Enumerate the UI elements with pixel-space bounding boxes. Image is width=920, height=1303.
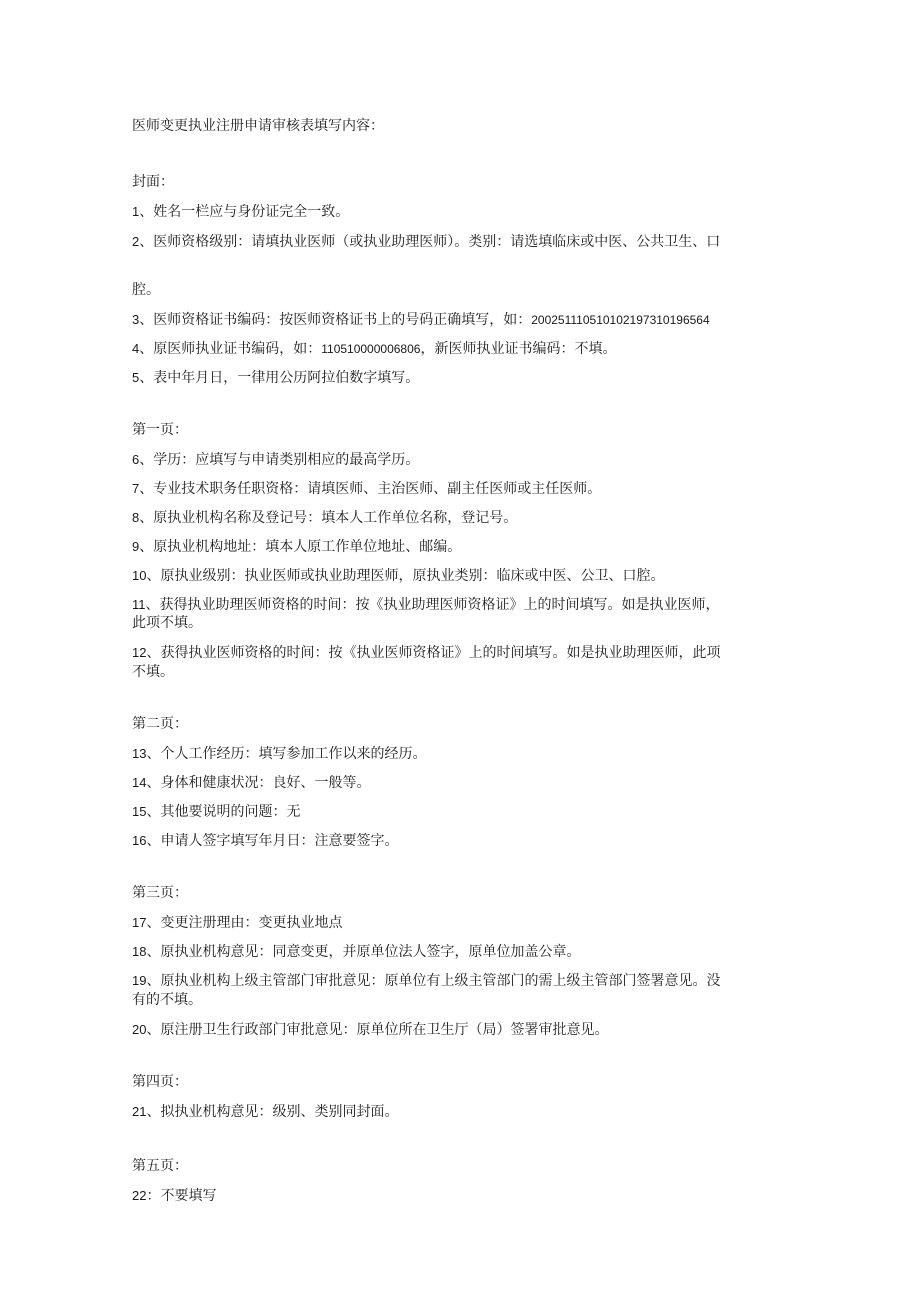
list-item: 14、身体和健康状况：良好、一般等。 — [132, 775, 371, 791]
list-item: 6、学历：应填写与申请类别相应的最高学历。 — [132, 452, 420, 468]
list-item: 5、表中年月日，一律用公历阿拉伯数字填写。 — [132, 370, 420, 386]
list-item: 22：不要填写 — [132, 1188, 217, 1204]
list-item: 19、原执业机构上级主管部门审批意见：原单位有上级主管部门的需上级主管部门签署意见。没 — [132, 973, 721, 989]
list-item-continuation: 腔。 — [132, 282, 160, 298]
list-item: 17、变更注册理由：变更执业地点 — [132, 915, 343, 931]
list-item-continuation: 此项不填。 — [132, 615, 202, 631]
certificate-code: 110510000006806 — [321, 342, 421, 356]
document-title: 医师变更执业注册申请审核表填写内容： — [132, 118, 384, 134]
section-heading-page1: 第一页： — [132, 422, 188, 438]
list-item: 4、原医师执业证书编码，如：110510000006806，新医师执业证书编码：不填。 — [132, 341, 617, 357]
list-item-continuation: 不填。 — [132, 664, 174, 680]
certificate-code: 200251110510102197310196564 — [531, 313, 710, 327]
section-heading-page5: 第五页： — [132, 1158, 188, 1174]
list-item: 10、原执业级别：执业医师或执业助理医师，原执业类别：临床或中医、公卫、口腔。 — [132, 568, 665, 584]
list-item: 13、个人工作经历：填写参加工作以来的经历。 — [132, 746, 427, 762]
list-item: 8、原执业机构名称及登记号：填本人工作单位名称，登记号。 — [132, 510, 518, 526]
section-heading-cover: 封面： — [132, 174, 174, 190]
list-item: 11、获得执业助理医师资格的时间：按《执业助理医师资格证》上的时间填写。如是执业医师， — [132, 597, 720, 613]
list-item: 18、原执业机构意见：同意变更，并原单位法人签字，原单位加盖公章。 — [132, 944, 581, 960]
list-item: 12、获得执业医师资格的时间：按《执业医师资格证》上的时间填写。如是执业助理医师，此项 — [132, 645, 721, 661]
section-heading-page3: 第三页： — [132, 885, 188, 901]
list-item: 1、姓名一栏应与身份证完全一致。 — [132, 204, 350, 220]
list-item: 16、申请人签字填写年月日：注意要签字。 — [132, 833, 399, 849]
list-item: 2、医师资格级别：请填执业医师（或执业助理医师）。类别：请选填临床或中医、公共卫生、口 — [132, 234, 721, 250]
list-item-continuation: 有的不填。 — [132, 992, 202, 1008]
list-item: 7、专业技术职务任职资格：请填医师、主治医师、副主任医师或主任医师。 — [132, 481, 602, 497]
list-item: 15、其他要说明的问题：无 — [132, 804, 301, 820]
section-heading-page4: 第四页： — [132, 1074, 188, 1090]
list-item: 21、拟执业机构意见：级别、类别同封面。 — [132, 1104, 399, 1120]
list-item: 9、原执业机构地址：填本人原工作单位地址、邮编。 — [132, 539, 462, 555]
section-heading-page2: 第二页： — [132, 716, 188, 732]
list-item: 20、原注册卫生行政部门审批意见：原单位所在卫生厅（局）签署审批意见。 — [132, 1022, 609, 1038]
list-item: 3、医师资格证书编码：按医师资格证书上的号码正确填写，如：200251110510102197310196564 — [132, 312, 710, 328]
